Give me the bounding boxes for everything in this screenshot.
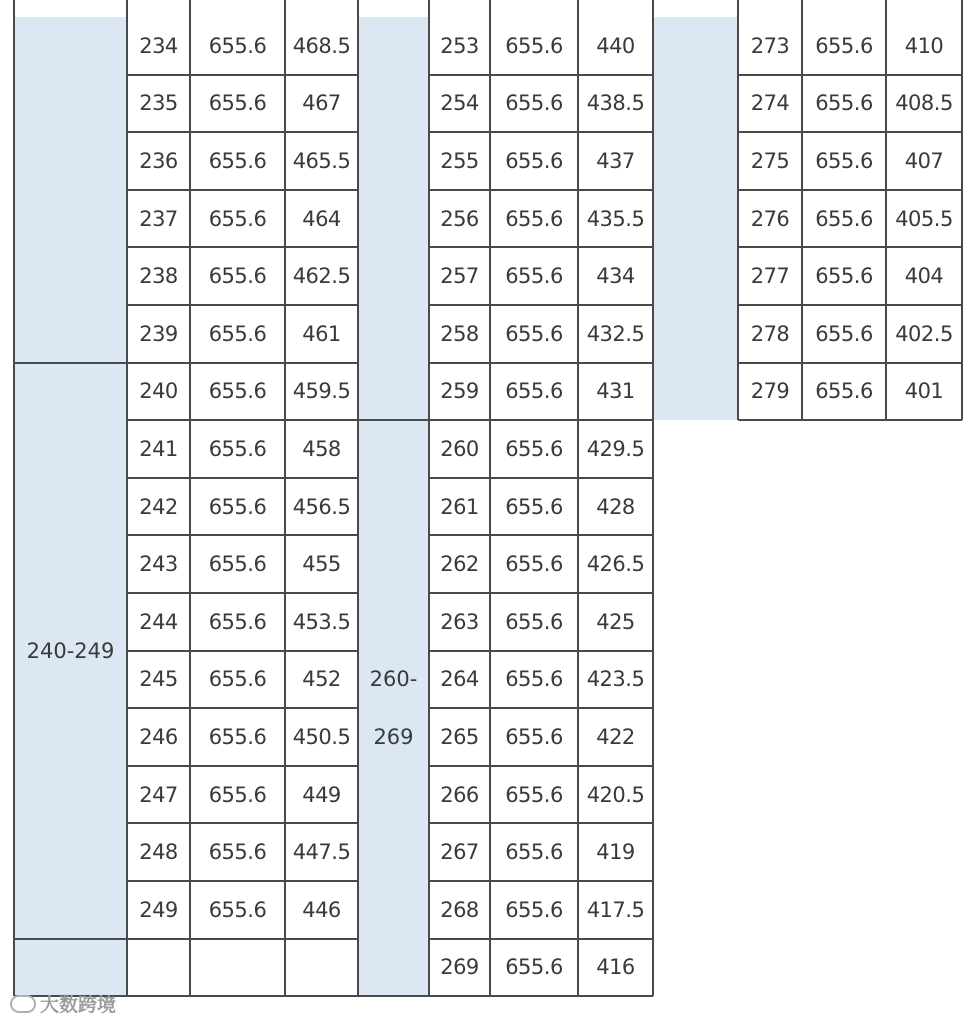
block-1-cell: 655.6	[208, 321, 267, 346]
block-1-cell: 459.5	[292, 379, 351, 404]
block-1-col-line	[284, 0, 286, 996]
block-1-cell: 655.6	[208, 667, 267, 692]
block-2-cell: 268	[440, 897, 479, 922]
block-2-cell: 655.6	[505, 955, 563, 980]
block-1-cell	[190, 939, 285, 997]
block-3-cell: 274	[750, 91, 790, 116]
block-3-col-line	[652, 0, 654, 420]
block-3-cell: 401	[904, 379, 944, 404]
block-2-cell: 655.6	[505, 379, 563, 404]
block-1-cell: 655.6	[208, 552, 267, 577]
block-2-col-line	[357, 0, 359, 996]
block-1-cell: 241	[139, 436, 178, 461]
block-1-cell: 655.6	[208, 724, 267, 749]
block-1-cell: 461	[302, 321, 341, 346]
block-2-cell: 437	[596, 148, 635, 173]
block-2-cell: 261	[440, 494, 479, 519]
block-3-col-line	[737, 0, 739, 420]
block-2-cell: 423.5	[586, 667, 645, 692]
block-2-cell: 435.5	[586, 206, 645, 231]
block-1-cell: 242	[139, 494, 178, 519]
block-1-cell: 238	[139, 264, 178, 289]
block-1-cell: 655.6	[208, 148, 267, 173]
block-2-cell: 258	[440, 321, 479, 346]
watermark	[10, 990, 116, 1017]
block-2-cell: 257	[440, 264, 479, 289]
block-3-cell: 273	[750, 33, 790, 58]
block-2-cell: 655.6	[505, 609, 563, 634]
block-2-cell: 264	[440, 667, 479, 692]
block-1-cell: 655.6	[208, 91, 267, 116]
block-2-cell: 265	[440, 724, 479, 749]
block-1-cell: 655.6	[208, 436, 267, 461]
block-2-cell: 655.6	[505, 897, 563, 922]
block-2-range-cell: 260- 269	[358, 420, 429, 996]
block-2-cell: 655.6	[505, 33, 563, 58]
block-2-cell: 655.6	[505, 667, 563, 692]
block-1-cell: 655.6	[208, 609, 267, 634]
block-2-cell: 655.6	[505, 494, 563, 519]
block-3-col-line	[885, 0, 887, 420]
block-2-cell: 428	[596, 494, 635, 519]
block-2-cell: 266	[440, 782, 479, 807]
block-1-cell: 655.6	[208, 840, 267, 865]
block-1-cell: 458	[302, 436, 341, 461]
block-2-cell: 429.5	[586, 436, 645, 461]
block-2-cell: 432.5	[586, 321, 645, 346]
block-1-cell: 452	[302, 667, 341, 692]
block-2-cell: 417.5	[586, 897, 645, 922]
block-1-cell: 655.6	[208, 782, 267, 807]
block-1-range-divider	[14, 362, 127, 364]
block-1-cell: 239	[139, 321, 178, 346]
block-2-cell: 655.6	[505, 724, 563, 749]
block-1-range-cell	[14, 939, 127, 997]
block-3-cell: 279	[750, 379, 790, 404]
block-3-cell: 275	[750, 148, 790, 173]
block-1-cell: 655.6	[208, 494, 267, 519]
block-3-col-line	[961, 0, 963, 420]
block-2-cell: 431	[596, 379, 635, 404]
block-2-cell: 269	[440, 955, 479, 980]
block-1-cell: 453.5	[292, 609, 351, 634]
block-1-range-divider	[14, 938, 127, 940]
block-1-range-cell	[14, 17, 127, 363]
block-2-cell: 440	[596, 33, 635, 58]
block-2-cell: 253	[440, 33, 479, 58]
block-1-cell: 655.6	[208, 206, 267, 231]
block-2-cell: 655.6	[505, 840, 563, 865]
block-3-cell: 655.6	[815, 206, 873, 231]
block-3-row-line	[738, 419, 962, 421]
block-3-cell: 404	[904, 264, 944, 289]
block-1-col-line	[126, 0, 128, 996]
block-1-cell: 244	[139, 609, 178, 634]
block-2-cell: 655.6	[505, 206, 563, 231]
block-1-cell: 455	[302, 552, 341, 577]
block-3-cell: 277	[750, 264, 790, 289]
block-1-cell: 462.5	[292, 264, 351, 289]
block-3-cell: 655.6	[815, 264, 873, 289]
block-2-cell: 262	[440, 552, 479, 577]
block-3-cell: 402.5	[895, 321, 953, 346]
block-1-cell: 246	[139, 724, 178, 749]
block-1-cell: 240	[139, 379, 178, 404]
block-2-cell: 438.5	[586, 91, 645, 116]
block-3-cell: 655.6	[815, 33, 873, 58]
block-1-cell	[127, 939, 190, 997]
block-1-cell: 450.5	[292, 724, 351, 749]
block-1-cell: 464	[302, 206, 341, 231]
block-2-col-line	[428, 0, 430, 996]
block-1-range-cell: 240-249	[14, 363, 127, 939]
block-3-cell: 655.6	[815, 321, 873, 346]
block-2-cell: 434	[596, 264, 635, 289]
block-1-cell: 236	[139, 148, 178, 173]
block-3-cell: 278	[750, 321, 790, 346]
block-1-cell: 467	[302, 91, 341, 116]
block-2-range-cell	[358, 17, 429, 420]
block-2-cell: 256	[440, 206, 479, 231]
block-1-cell: 245	[139, 667, 178, 692]
block-2-cell: 260	[440, 436, 479, 461]
block-1-cell: 468.5	[292, 33, 351, 58]
block-1-cell: 247	[139, 782, 178, 807]
block-2-cell: 263	[440, 609, 479, 634]
block-2-cell: 655.6	[505, 552, 563, 577]
block-1-cell: 248	[139, 840, 178, 865]
block-2-cell: 425	[596, 609, 635, 634]
block-1-cell: 249	[139, 897, 178, 922]
block-1-cell: 655.6	[208, 33, 267, 58]
block-2-cell: 655.6	[505, 321, 563, 346]
block-1-col-line	[13, 0, 15, 996]
block-3-cell: 408.5	[895, 91, 953, 116]
block-3-cell: 655.6	[815, 148, 873, 173]
block-1-cell: 655.6	[208, 379, 267, 404]
block-2-col-line	[577, 0, 579, 996]
block-1-cell: 234	[139, 33, 178, 58]
block-2-cell: 655.6	[505, 264, 563, 289]
block-2-cell: 426.5	[586, 552, 645, 577]
block-2-col-line	[489, 0, 491, 996]
block-3-cell: 655.6	[815, 379, 873, 404]
block-3-cell: 405.5	[895, 206, 953, 231]
block-2-cell: 655.6	[505, 782, 563, 807]
block-3-cell: 410	[904, 33, 944, 58]
block-3-range-cell	[653, 17, 738, 420]
block-1-cell: 465.5	[292, 148, 351, 173]
block-2-cell: 655.6	[505, 148, 563, 173]
block-2-cell: 416	[596, 955, 635, 980]
block-1-cell: 456.5	[292, 494, 351, 519]
watermark-text: 大数跨境	[40, 994, 117, 1016]
block-3-cell: 655.6	[815, 91, 873, 116]
block-2-cell: 655.6	[505, 91, 563, 116]
block-1-cell: 446	[302, 897, 341, 922]
block-2-cell: 419	[596, 840, 635, 865]
block-1-col-line	[189, 0, 191, 996]
block-1-cell	[285, 939, 358, 997]
block-3-col-line	[801, 0, 803, 420]
block-2-cell: 655.6	[505, 436, 563, 461]
block-2-range-divider	[358, 419, 429, 421]
block-3-cell: 276	[750, 206, 790, 231]
block-1-cell: 447.5	[292, 840, 351, 865]
block-2-cell: 259	[440, 379, 479, 404]
watermark-logo-icon	[10, 995, 36, 1013]
block-1-cell: 655.6	[208, 264, 267, 289]
block-1-cell: 235	[139, 91, 178, 116]
block-1-cell: 237	[139, 206, 178, 231]
block-1-cell: 449	[302, 782, 341, 807]
block-3-cell: 407	[904, 148, 944, 173]
block-2-cell: 254	[440, 91, 479, 116]
block-2-cell: 255	[440, 148, 479, 173]
block-1-cell: 243	[139, 552, 178, 577]
block-2-cell: 422	[596, 724, 635, 749]
block-2-cell: 420.5	[586, 782, 645, 807]
block-1-cell: 655.6	[208, 897, 267, 922]
block-2-cell: 267	[440, 840, 479, 865]
